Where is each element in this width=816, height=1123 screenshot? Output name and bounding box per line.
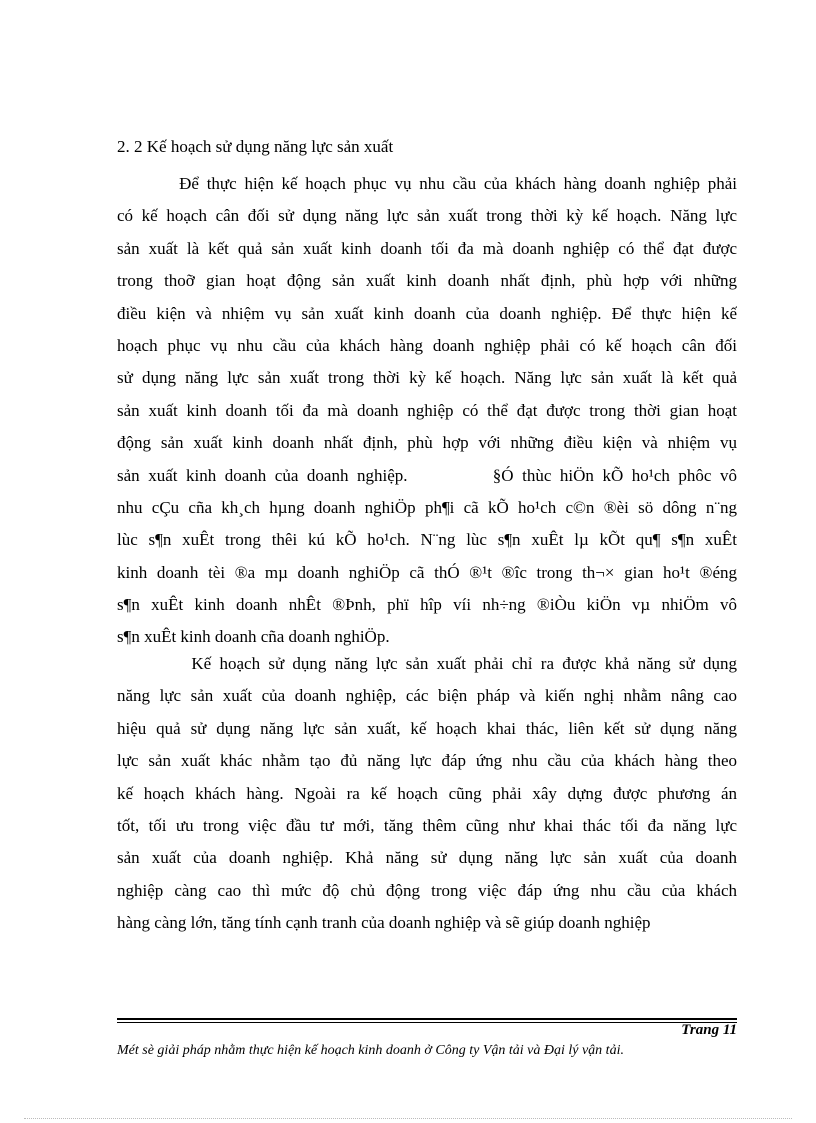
paragraph-line: điều kiện và nhiệm vụ sản xuất kinh doanh của doanh nghiệp. Để thực hiện kế bbox=[117, 303, 737, 323]
footer-rule-thick bbox=[117, 1018, 737, 1020]
paragraph-line: hoạch phục vụ nhu cầu của khách hàng doanh nghiệp phải có kế hoạch cân đối bbox=[117, 335, 737, 355]
paragraph-line: kinh doanh tèi ®a mµ doanh nghiÖp cã thÓ ®¹t ®îc trong th¬× gian ho¹t ®éng bbox=[117, 562, 737, 582]
paragraph-line: lực sản xuất khác nhằm tạo đủ năng lực đáp ứng nhu cầu của khách hàng theo bbox=[117, 751, 737, 771]
paragraph-line: sản xuất kinh doanh tối đa mà doanh nghiệp có thể đạt được trong thời gian hoạt bbox=[117, 400, 737, 420]
paragraph-line: trong thoỡ gian hoạt động sản xuất kinh doanh nhất định, phù hợp với những bbox=[117, 271, 737, 291]
paragraph-line: hàng càng lớn, tăng tính cạnh tranh của doanh nghiệp và sẽ giúp doanh nghiệp bbox=[117, 913, 651, 933]
paragraph-line: sản xuất là kết quả sản xuất kinh doanh tối đa mà doanh nghiệp có thể đạt được bbox=[117, 238, 737, 258]
paragraph-line: lùc s¶n xuÊt trong thêi kú kÕ ho¹ch. N¨ng lùc s¶n xuÊt lµ kÕt qu¶ s¶n xuÊt bbox=[117, 530, 737, 550]
paragraph-1 bbox=[117, 168, 737, 654]
paragraph-line: động sản xuất kinh doanh nhất định, phù hợp với những điều kiện và nhiệm vụ bbox=[117, 433, 737, 453]
section-heading: 2. 2 Kế hoạch sử dụng năng lực sản xuất bbox=[117, 137, 394, 156]
page-number: Trang 11 bbox=[681, 1022, 737, 1038]
paragraph-line: năng lực sản xuất của doanh nghiệp, các biện pháp và kiến nghị nhằm nâng cao bbox=[117, 686, 737, 706]
paragraph-line: sản xuất của doanh nghiệp. Khả năng sử dụng năng lực sản xuất của doanh bbox=[117, 848, 737, 868]
paragraph-line: có kế hoạch cân đối sử dụng năng lực sản xuất trong thời kỳ kế hoạch. Năng lực bbox=[117, 206, 737, 226]
paragraph-line: nhu cÇu cña kh¸ch hµng doanh nghiÖp ph¶i cã kÕ ho¹ch c©n ®èi sö dông n¨ng bbox=[117, 497, 737, 517]
paragraph-line: kế hoạch khách hàng. Ngoài ra kế hoạch cũng phải xây dựng được phương án bbox=[117, 783, 737, 803]
paragraph-line: Kế hoạch sử dụng năng lực sản xuất phải chỉ ra được khả năng sử dụng bbox=[117, 654, 737, 673]
page-edge-divider bbox=[24, 1118, 792, 1119]
paragraph-line: Để thực hiện kế hoạch phục vụ nhu cầu của khách hàng doanh nghiệp phải bbox=[117, 174, 737, 193]
paragraph-line: s¶n xuÊt kinh doanh nhÊt ®Þnh, phï hîp víi nh÷ng ®iÒu kiÖn vµ nhiÖm vô bbox=[117, 595, 737, 615]
paragraph-line: nghiệp càng cao thì mức độ chủ động trong việc đáp ứng nhu cầu của khách bbox=[117, 880, 737, 900]
paragraph-line: sử dụng năng lực sản xuất trong thời kỳ kế hoạch. Năng lực sản xuất là kết quả bbox=[117, 368, 737, 388]
paragraph-line: s¶n xuÊt kinh doanh cña doanh nghiÖp. bbox=[117, 627, 390, 647]
paragraph-line: hiệu quả sử dụng năng lực sản xuất, kế hoạch khai thác, liên kết sử dụng năng bbox=[117, 718, 737, 738]
paragraph-line: tốt, tối ưu trong việc đầu tư mới, tăng thêm cũng như khai thác tối đa năng lực bbox=[117, 815, 737, 835]
footer-document-title: Mét sè giải pháp nhằm thực hiện kế hoạch kinh doanh ở Công ty Vận tải và Đại lý vận tải. bbox=[117, 1043, 624, 1058]
footer-rule-thin bbox=[117, 1022, 737, 1023]
paragraph-line: sản xuất kinh doanh của doanh nghiệp. §Ó thùc hiÖn kÕ ho¹ch phôc vô bbox=[117, 465, 737, 485]
paragraph-2 bbox=[117, 648, 737, 940]
